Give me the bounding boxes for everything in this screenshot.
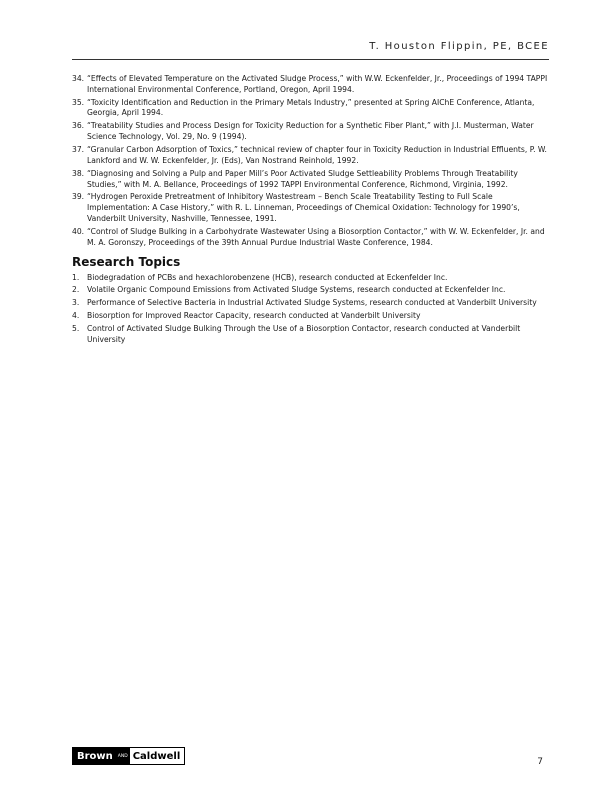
- publication-list: [72, 74, 548, 249]
- item-text: Biosorption for Improved Reactor Capacity, research conducted at Vanderbilt University: [87, 311, 421, 321]
- item-number: 40.: [72, 226, 85, 236]
- logo-brown-text: Brown: [73, 748, 116, 764]
- item-number: 3.: [72, 298, 80, 308]
- list-item: [72, 169, 548, 191]
- item-number: 37.: [72, 145, 85, 155]
- item-text: “Control of Sludge Bulking in a Carbohydrate Wastewater Using a Biosorption Contactor,” with W. W. Eckenfelder, Jr. and M. A. Goronszy, Proceedings of the 39th Annual Purdue Industrial Waste Conference, 1984.: [87, 226, 545, 247]
- page-content: [72, 74, 548, 348]
- item-text: “Toxicity Identification and Reduction in the Primary Metals Industry,” presented at Spring AIChE Conference, Atlanta, Georgia, April 1994.: [87, 97, 535, 118]
- item-text: “Hydrogen Peroxide Pretreatment of Inhibitory Wastestream – Bench Scale Treatability Testing to Full Scale Implementation: A Case History,” with R. L. Linneman, Proceedings of Chemical Oxidation: Technology for 1990’s, Vanderbilt University, Nashville, Tennessee, 1991.: [87, 192, 520, 224]
- item-number: 35.: [72, 97, 85, 107]
- research-topics-list: [72, 273, 548, 346]
- item-number: 39.: [72, 192, 85, 202]
- item-number: 38.: [72, 168, 85, 178]
- item-number: 4.: [72, 311, 80, 321]
- item-text: “Treatability Studies and Process Design for Toxicity Reduction for a Synthetic Fiber Plant,” with J.I. Musterman, Water Science Technology, Vol. 29, No. 9 (1994).: [87, 121, 534, 142]
- header-rule: [72, 59, 549, 60]
- logo-caldwell-text: Caldwell: [130, 748, 185, 764]
- item-text: “Diagnosing and Solving a Pulp and Paper Mill’s Poor Activated Sludge Settleability Problems Through Treatability Studies,” with M. A. Bellance, Proceedings of 1992 TAPPI Environmental Conference, Richmond, Virginia, 1992.: [87, 168, 518, 189]
- item-number: 1.: [72, 272, 80, 282]
- item-text: Volatile Organic Compound Emissions from Activated Sludge Systems, research conducted at Eckenfelder Inc.: [87, 285, 506, 295]
- item-text: Biodegradation of PCBs and hexachlorobenzene (HCB), research conducted at Eckenfelder Inc.: [87, 272, 448, 282]
- list-item: [72, 192, 548, 224]
- item-text: Performance of Selective Bacteria in Industrial Activated Sludge Systems, research conducted at Vanderbilt University: [87, 298, 537, 308]
- header-author-name: T. Houston Flippin, PE, BCEE: [369, 41, 549, 52]
- list-item: [72, 227, 548, 249]
- item-number: 2.: [72, 285, 80, 295]
- list-item: [72, 98, 548, 120]
- list-item: [72, 74, 548, 96]
- item-number: 36.: [72, 121, 85, 131]
- item-text: “Granular Carbon Adsorption of Toxics,” technical review of chapter four in Toxicity Reduction in Industrial Effluents, P. W. Lankford and W. W. Eckenfelder, Jr. (Eds), Van Nostrand Reinhold, 1992.: [87, 145, 547, 165]
- list-item: [72, 121, 548, 143]
- list-item: [72, 285, 548, 296]
- list-item: [72, 273, 548, 284]
- list-item: [72, 145, 548, 167]
- logo-and-text: AND: [116, 748, 130, 764]
- item-number: 5.: [72, 324, 80, 334]
- list-item: [72, 311, 548, 322]
- list-item: [72, 298, 548, 309]
- brown-and-caldwell-logo: [72, 747, 185, 765]
- research-topics-heading: Research Topics: [72, 254, 181, 269]
- item-text: Control of Activated Sludge Bulking Through the Use of a Biosorption Contactor, research conducted at Vanderbilt University: [87, 324, 521, 344]
- item-text: “Effects of Elevated Temperature on the Activated Sludge Process,” with W.W. Eckenfelder, Jr., Proceedings of 1994 TAPPI International Environmental Conference, Portland, Oregon, April 1994.: [87, 74, 548, 94]
- page-number: 7: [537, 757, 543, 767]
- item-number: 34.: [72, 74, 85, 83]
- list-item: [72, 324, 548, 346]
